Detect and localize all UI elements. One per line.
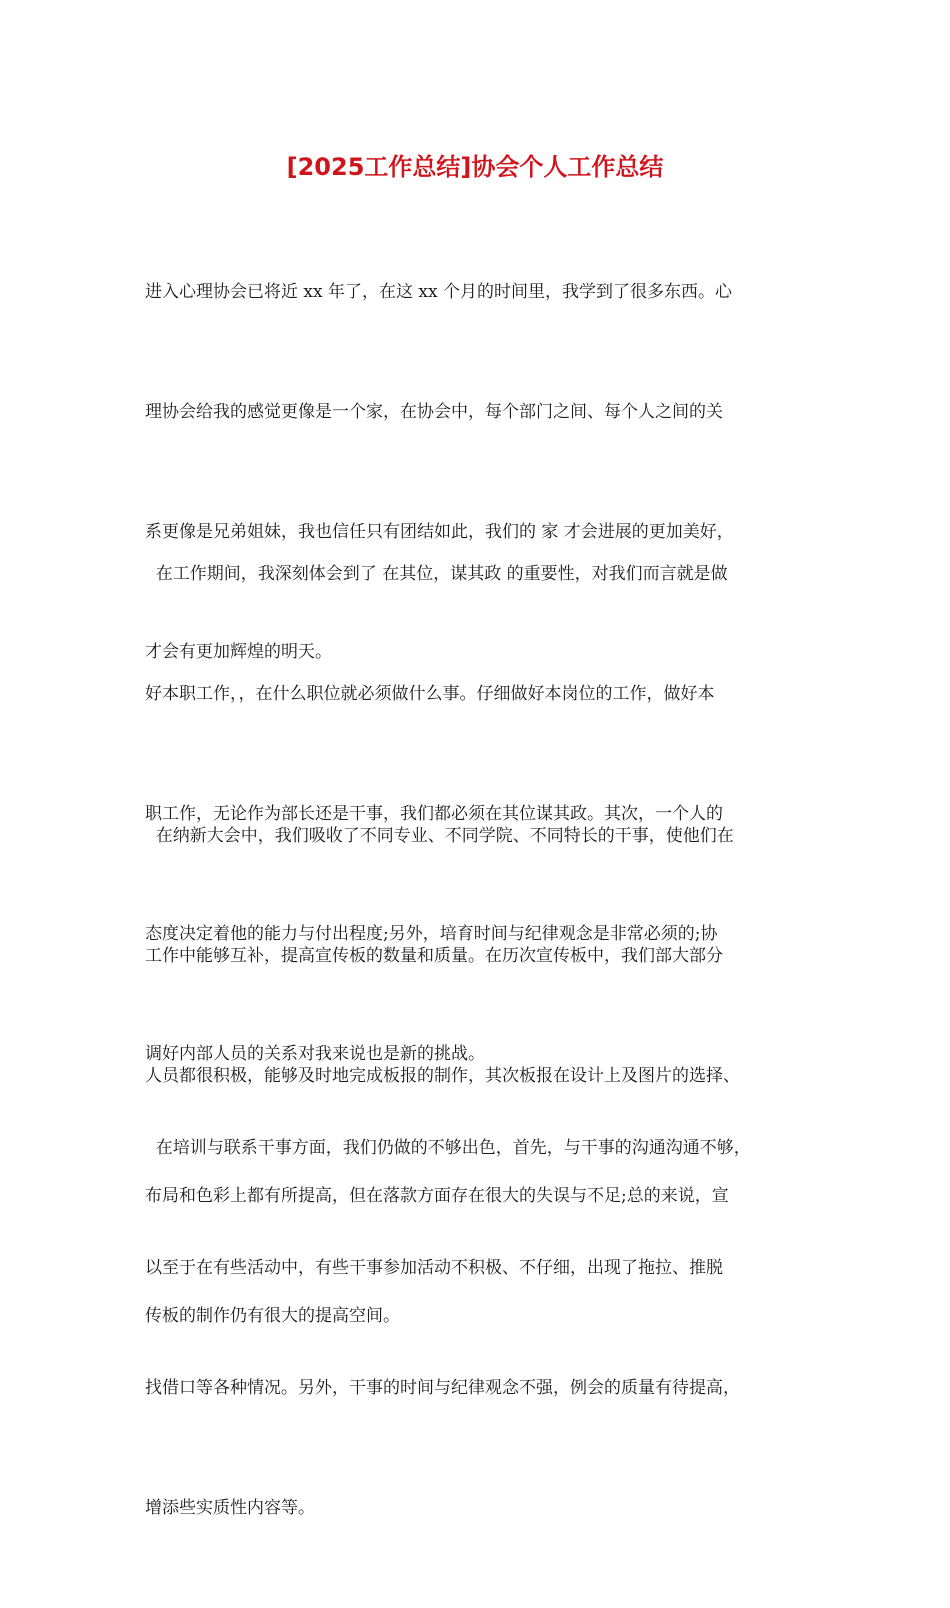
paragraph-line: 系更像是兄弟姐妹，我也信任只有团结如此，我们的 家 才会进展的更加美好， xyxy=(145,522,734,542)
paragraph-line: 增添些实质性内容等。 xyxy=(145,1498,315,1518)
paragraph-line: 人员都很积极，能够及时地完成板报的制作，其次板报在设计上及图片的选择、 xyxy=(145,1066,740,1086)
paragraph-line: 布局和色彩上都有所提高，但在落款方面存在很大的失误与不足;总的来说，宣 xyxy=(145,1186,729,1206)
paragraph-line: 才会有更加辉煌的明天。 xyxy=(145,642,332,662)
document-title: [2025工作总结]协会个人工作总结 xyxy=(286,153,664,181)
paragraph-4 xyxy=(145,1048,810,1608)
paragraph-line: 在工作期间，我深刻体会到了 在其位，谋其政 的重要性，对我们而言就是做 xyxy=(145,564,728,584)
paragraph-line: 工作中能够互补，提高宣传板的数量和质量。在历次宣传板中，我们部大部分 xyxy=(145,946,723,966)
paragraph-line: 好本职工作，，在什么职位就必须做什么事。仔细做好本岗位的工作，做好本 xyxy=(145,684,715,704)
paragraph-line: 理协会给我的感觉更像是一个家，在协会中，每个部门之间、每个人之间的关 xyxy=(145,402,723,422)
paragraph-line: 职工作，无论作为部长还是干事，我们都必须在其位谋其政。其次，一个人的 xyxy=(145,804,723,824)
paragraph-line: 在培训与联系干事方面，我们仍做的不够出色，首先，与干事的沟通沟通不够， xyxy=(145,1138,751,1158)
paragraph-line: 调好内部人员的关系对我来说也是新的挑战。 xyxy=(145,1044,485,1064)
paragraph-line: 找借口等各种情况。另外，干事的时间与纪律观念不强，例会的质量有待提高， xyxy=(145,1378,740,1398)
paragraph-line: 在纳新大会中，我们吸收了不同专业、不同学院、不同特长的干事，使他们在 xyxy=(145,826,734,846)
paragraph-line: 进入心理协会已将近 xx 年了，在这 xx 个月的时间里，我学到了很多东西。心 xyxy=(145,282,732,302)
paragraph-line: 态度决定着他的能力与付出程度;另外，培育时间与纪律观念是非常必须的;协 xyxy=(145,924,718,944)
paragraph-line: 传板的制作仍有很大的提高空间。 xyxy=(145,1306,400,1326)
paragraph-line: 以至于在有些活动中，有些干事参加活动不积极、不仔细，出现了拖拉、推脱 xyxy=(145,1258,723,1278)
